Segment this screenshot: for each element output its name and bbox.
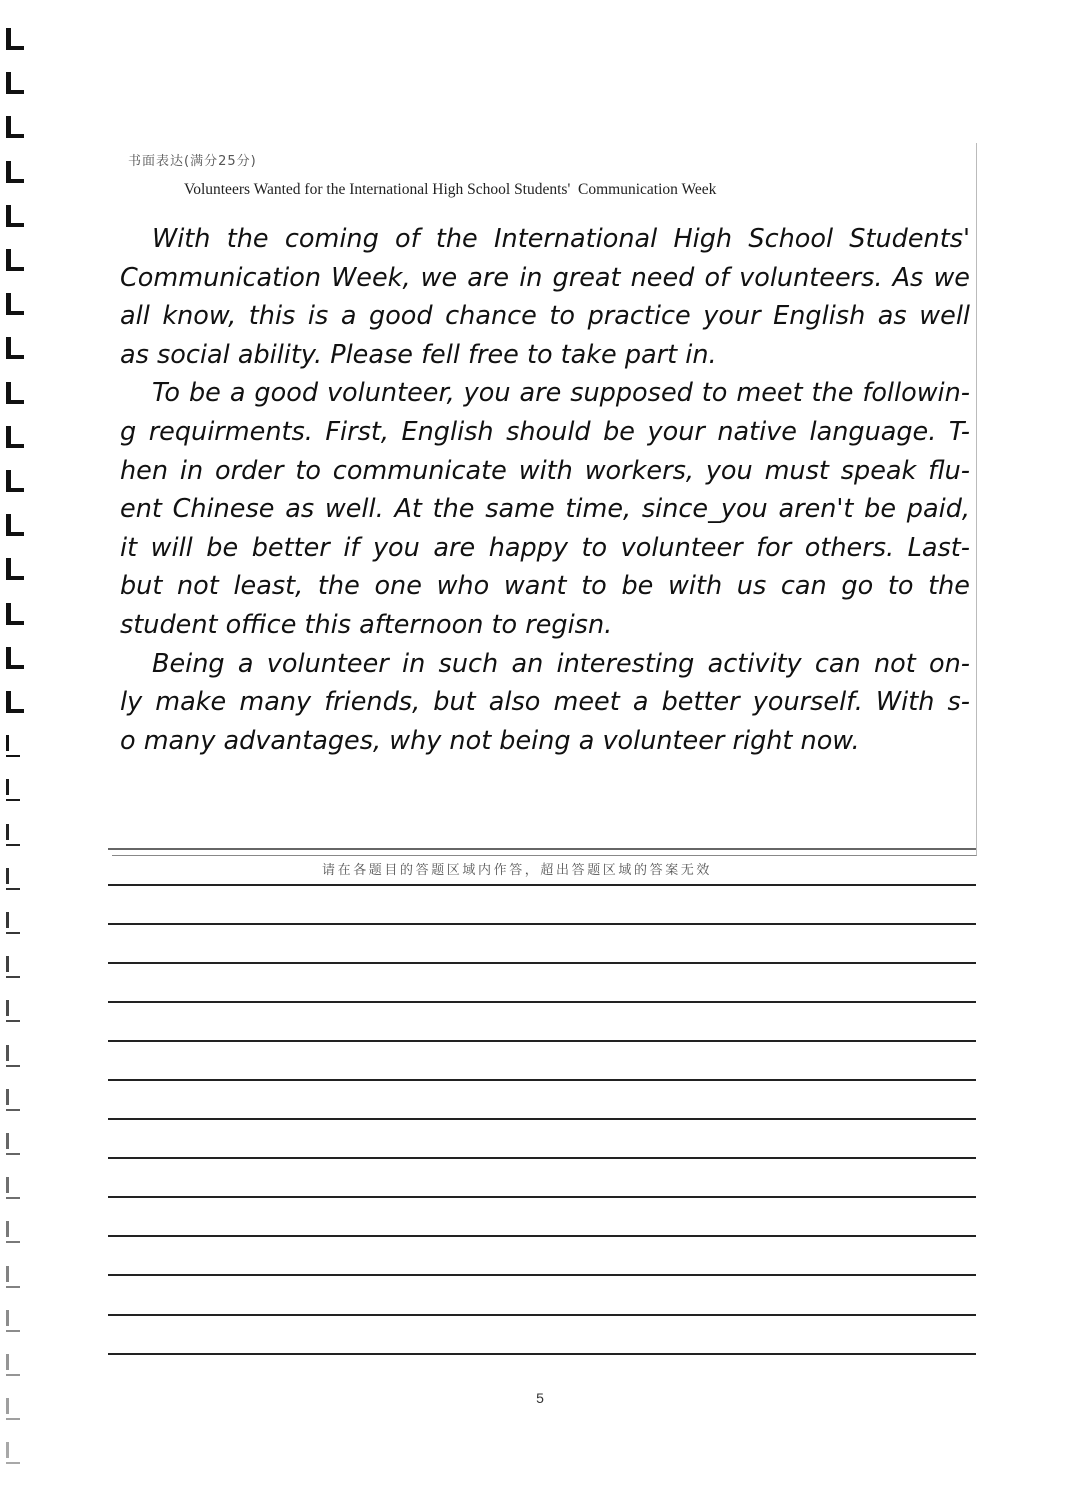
essay-line: all know, this is a good chance to practice your English as well	[120, 301, 970, 332]
timing-mark	[6, 382, 26, 404]
handwritten-essay	[120, 220, 970, 760]
timing-mark	[6, 603, 26, 625]
timing-mark	[6, 249, 26, 271]
timing-mark	[6, 1354, 26, 1376]
essay-line: as social ability. Please fell free to take part in.	[120, 339, 717, 370]
essay-line: student office this afternoon to regisn.	[120, 609, 613, 640]
timing-mark	[6, 470, 26, 492]
timing-mark	[6, 1442, 26, 1464]
timing-mark	[6, 28, 26, 50]
essay-line: hen in order to communicate with workers, you must speak flu-	[120, 455, 970, 486]
essay-line: g requirments. First, English should be your native language. T-	[120, 416, 970, 447]
writing-line	[108, 962, 976, 964]
timing-mark	[6, 824, 26, 846]
timing-mark	[6, 1221, 26, 1243]
writing-line	[108, 1235, 976, 1237]
essay-line: but not least, the one who want to be with us can go to the	[120, 571, 970, 602]
timing-mark	[6, 426, 26, 448]
writing-line	[108, 1040, 976, 1042]
timing-mark	[6, 647, 26, 669]
writing-line	[108, 1196, 976, 1198]
timing-mark	[6, 116, 26, 138]
essay-line: it will be better if you are happy to volunteer for others. Last-	[120, 532, 970, 563]
timing-mark	[6, 1133, 26, 1155]
timing-mark	[6, 1000, 26, 1022]
writing-line	[108, 1314, 976, 1316]
essay-line: To be a good volunteer, you are supposed to meet the followin-	[152, 378, 970, 409]
timing-mark	[6, 691, 26, 713]
essay-line: Being a volunteer in such an interesting activity can not on-	[152, 648, 970, 679]
timing-mark	[6, 1266, 26, 1288]
timing-mark	[6, 558, 26, 580]
writing-line	[108, 1079, 976, 1081]
timing-mark	[6, 735, 26, 757]
writing-line	[108, 923, 976, 925]
answer-box-top-rule	[108, 848, 976, 850]
timing-mark	[6, 337, 26, 359]
timing-mark	[6, 868, 26, 890]
essay-line: o many advantages, why not being a volunteer right now.	[120, 725, 860, 756]
timing-mark	[6, 205, 26, 227]
timing-mark	[6, 514, 26, 536]
writing-line	[108, 1353, 976, 1355]
timing-mark	[6, 1310, 26, 1332]
timing-mark	[6, 1177, 26, 1199]
timing-mark	[6, 779, 26, 801]
essay-line: ent Chinese as well. At the same time, since_you aren't be paid,	[120, 494, 970, 525]
writing-line	[108, 884, 976, 886]
page-number: 5	[536, 1390, 544, 1406]
essay-line: ly make many friends, but also meet a better yourself. With s-	[120, 687, 970, 718]
writing-line	[108, 1118, 976, 1120]
timing-mark	[6, 293, 26, 315]
essay-title: Volunteers Wanted for the International High School Students' Communication Week	[184, 181, 717, 198]
essay-line: Communication Week, we are in great need of volunteers. As we	[120, 262, 970, 293]
answer-area-notice: 请在各题目的答题区域内作答，超出答题区域的答案无效	[322, 863, 713, 878]
timing-mark	[6, 72, 26, 94]
timing-mark	[6, 1089, 26, 1111]
section-label: 书面表达(满分25分)	[128, 154, 257, 169]
essay-line: With the coming of the International High School Students'	[152, 224, 970, 254]
writing-line	[108, 1274, 976, 1276]
timing-mark	[6, 956, 26, 978]
writing-line	[108, 1001, 976, 1003]
timing-mark	[6, 1398, 26, 1420]
timing-marks	[6, 20, 30, 1490]
timing-mark	[6, 161, 26, 183]
timing-mark	[6, 912, 26, 934]
writing-line	[108, 1157, 976, 1159]
timing-mark	[6, 1045, 26, 1067]
